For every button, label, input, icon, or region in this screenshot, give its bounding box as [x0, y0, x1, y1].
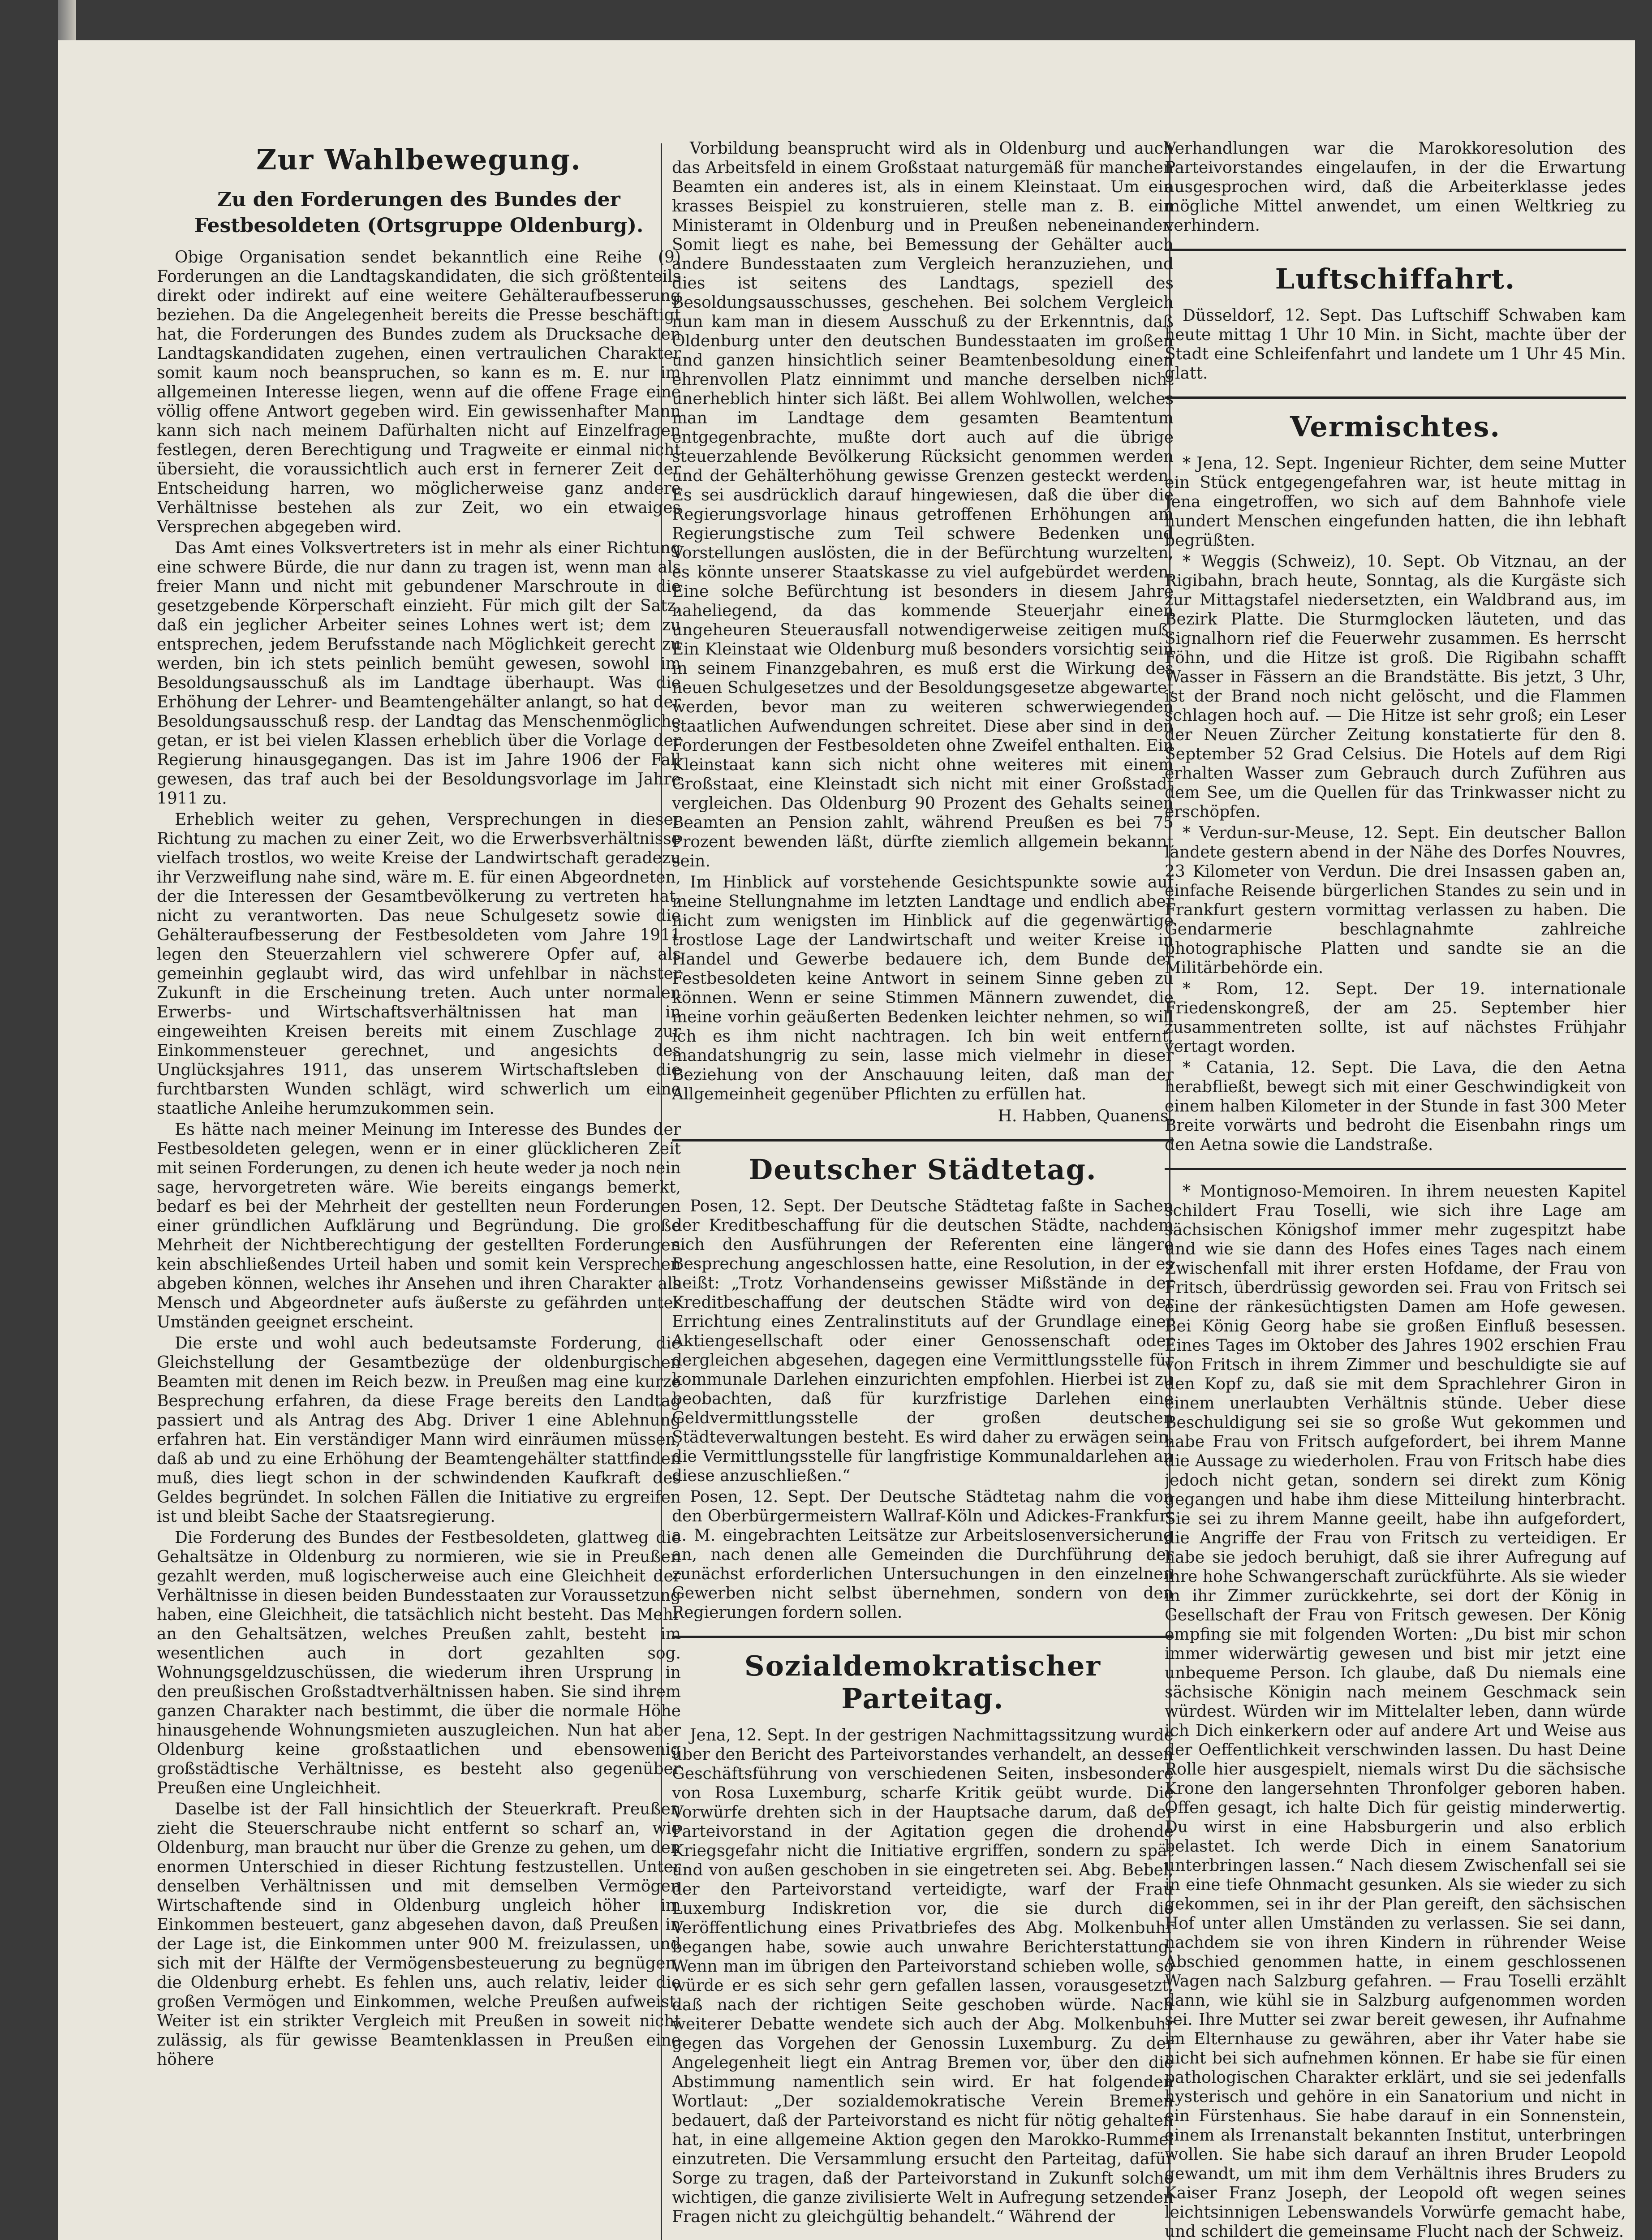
section-divider: [1165, 249, 1626, 251]
article-title: Zu den Forderungen des Bundes der Festbesoldeten (Ortsgruppe Oldenburg).: [194, 188, 644, 237]
section-title-vermischtes: Vermischtes.: [1290, 410, 1501, 443]
signature: H. Habben, Quanens.: [998, 1107, 1174, 1125]
section-divider: [1165, 1168, 1626, 1170]
column-1: [157, 139, 681, 2071]
paragraph: Die erste und wohl auch bedeutsamste Forderung, die Gleichstellung der Gesamtbezüge der oldenburgischen Beamten mit denen im Reich bezw. in Preußen mag eine kurze Besprechung erfahren, da diese Frage bereits den Landtag passiert und als Antrag des Abg. Driver 1 eine Ablehnung erfahren hat. Ein verständiger Mann wird einräumen müssen, daß ab und zu eine Erhöhung der Beamtengehälter stattfinden muß, dies liegt schon in der schwindenden Kaufkraft des Geldes begründet. In solchen Fällen die Initiative zu ergreifen ist und bleibt Sache der Staatsregierung.: [157, 1334, 681, 1526]
paragraph: Erheblich weiter zu gehen, Versprechungen in dieser Richtung zu machen zu einer Zeit, wo die Erwerbsverhältnisse vielfach trostlos, wo weite Kreise der Landwirtschaft geradezu ihr Verzweiflung nahe sind, wäre m. E. für einen Abgeordneten, der die Interessen der Gesamtbevölkerung zu vertreten hat, nicht zu verantworten. Das neue Schulgesetz sowie die Gehälteraufbesserung der Festbesoldeten vom Jahre 1911 legen den Steuerzahlern viel schwerere Opfer auf, als gemeinhin geglaubt wird, das wird unfehlbar in nächster Zukunft in die Erscheinung treten. Auch unter normalen Erwerbs- und Wirtschaftsverhältnissen hat man in eingeweihten Kreisen bereits mit einem Zuschlage zur Einkommensteuer gerechnet, und angesichts des Unglücksjahres 1911, das unserem Wirtschaftsleben die furchtbarsten Wunden schlägt, wird schwerlich um eine staatliche Anleihe herumzukommen sein.: [157, 810, 681, 1118]
news-item: Posen, 12. Sept. Der Deutsche Städtetag faßte in Sachen der Kreditbeschaffung für die deutschen Städte, nachdem sich den Ausführungen der Referenten eine längere Besprechung angeschlossen hatte, eine Resolution, in der es heißt: „Trotz Vorhandenseins gewisser Mißstände in der Kreditbeschaffung der deutschen Städte wird von der Errichtung eines Zentralinstituts auf der Grundlage einer Aktiengesellschaft oder einer Genossenschaft oder dergleichen abgesehen, dagegen eine Vermittlungsstelle für kommunale Darlehen einzurichten empfohlen. Hierbei ist zu beobachten, daß für kurzfristige Darlehen eine Geldvermittlungsstelle der großen deutschen Städteverwaltungen besteht. Es wird daher zu erwägen sein, die Vermittlungsstelle für langfristige Kommunaldarlehen an diese anzuschließen.“: [672, 1197, 1174, 1485]
paragraph: Die Forderung des Bundes der Festbesoldeten, glattweg die Gehaltsätze in Oldenburg zu normieren, wie sie in Preußen gezahlt werden, muß logischerweise auch eine Gleichheit der Verhältnisse in diesen beiden Bundesstaaten zur Voraussetzung haben, eine Gleichheit, die tatsächlich nicht besteht. Das Mehr an den Gehaltsätzen, welches Preußen zahlt, besteht im wesentlichen auch in dort gezahlten sog. Wohnungsgeldzuschüssen, die wiederum ihren Ursprung in den preußischen Großstadtverhältnissen haben. Sie sind ihrem ganzen Charakter nach bestimmt, die über die normale Höhe hinausgehende Wohnungsmieten auszugleichen. Nun hat aber Oldenburg keine großstaatlichen und ebensowenig großstädtische Verhältnisse, es besteht also gegenüber Preußen eine Ungleichheit.: [157, 1529, 681, 1797]
news-item: * Verdun-sur-Meuse, 12. Sept. Ein deutscher Ballon landete gestern abend in der Nähe des Dorfes Nouvres, 23 Kilometer von Verdun. Die drei Insassen gaben an, einfache Reisende bürgerlichen Standes zu sein und in Frankfurt gestern vormittag verlassen zu haben. Die Gendarmerie beschlagnahmte zahlreiche photographische Platten und sandte sie an die Militärbehörde ein.: [1165, 824, 1626, 977]
article-body-continued: [672, 139, 1174, 1104]
section-divider: [1165, 396, 1626, 399]
paragraph: Im Hinblick auf vorstehende Gesichtspunkte sowie auf meine Stellungnahme im letzten Landtage und endlich aber nicht zum wenigsten im Hinblick auf die gegenwärtige trostlose Lage der Landwirtschaft und weiter Kreise in Handel und Gewerbe bedauere ich, dem Bunde der Festbesoldeten keine Antwort in seinem Sinne geben zu können. Wenn er seine Stimmen Männern zuwendet, die meine vorhin geäußerten Bedenken leichter nehmen, so will ich es ihm nicht nachtragen. Ich bin weit entfernt, mandatshungrig zu sein, lasse mich vielmehr in dieser Beziehung von der Anschauung leiten, daß man der Allgemeinheit gegenüber Pflichten zu erfüllen hat.: [672, 873, 1174, 1103]
section-divider: [672, 1139, 1174, 1142]
section-title-luftschiffahrt: Luftschiffahrt.: [1275, 263, 1516, 295]
column-2: [672, 139, 1174, 2228]
section-title-staedtetag: Deutscher Städtetag.: [749, 1153, 1097, 1186]
column-3: [1165, 139, 1626, 2240]
parteitag-body: [672, 1726, 1174, 2227]
staedtetag-body: [672, 1197, 1174, 1622]
news-item: Posen, 12. Sept. Der Deutsche Städtetag nahm die von den Oberbürgermeistern Wallraf-Köln und Adickes-Frankfurt a. M. eingebrachten Leitsätze zur Arbeitslosenversicherung an, nach denen alle Gemeinden die Durchführung der zunächst erforderlichen Untersuchungen in den einzelnen Gewerben nicht selbst übernehmen, sondern von den Regierungen fordern sollen.: [672, 1488, 1174, 1622]
luftschiffahrt-body: Düsseldorf, 12. Sept. Das Luftschiff Schwaben kam heute mittag 1 Uhr 10 Min. in Sicht, machte über der Stadt eine Schleifenfahrt und landete um 1 Uhr 45 Min. glatt.: [1165, 306, 1626, 383]
newspaper-page: [58, 40, 1635, 2240]
section-title-parteitag: Sozialdemokratischer Parteitag.: [744, 1650, 1101, 1715]
paragraph: Vorbildung beansprucht wird als in Oldenburg und auch das Arbeitsfeld in einem Großstaat naturgemäß für manchen Beamten ein anderes ist, als in einem Kleinstaat. Um ein krasses Beispiel zu konstruieren, stelle man z. B. ein Ministeramt in Oldenburg und in Preußen nebeneinander. Somit liegt es nahe, bei Bemessung der Gehälter auch andere Bundesstaaten zum Vergleich heranzuziehen, und dies ist seitens des Landtags, speziell des Besoldungsausschusses, geschehen. Bei solchem Vergleich nun kam man in diesem Ausschuß zu der Erkenntnis, daß Oldenburg unter den deutschen Bundesstaaten im großen und ganzen hinsichtlich seiner Beamtenbesoldung einen ehrenvollen Platz einnimmt und manche derselben nicht unerheblich hinter sich läßt. Bei allem Wohlwollen, welches man im Landtage dem gesamten Beamtentum entgegenbrachte, mußte dort auch auf die übrige steuerzahlende Bevölkerung Rücksicht genommen werden und der Gehälterhöhung gewisse Grenzen gesteckt werden. Es sei ausdrücklich darauf hingewiesen, daß die über die Regierungsvorlage hinaus getroffenen Erhöhungen am Regierungstische zum Teil schwere Bedenken und Vorstellungen auslösten, die in der Befürchtung wurzelten, es könnte unserer Staatskasse zu viel aufgebürdet werden. Eine solche Befürchtung ist besonders in diesem Jahre naheliegend, da das kommende Steuerjahr einen ungeheuren Steuerausfall notwendigerweise zeitigen muß. Ein Kleinstaat wie Oldenburg muß besonders vorsichtig sein in seinem Finanzgebahren, es muß erst die Wirkung des neuen Schulgesetzes und der Besoldungsgesetze abgewartet werden, bevor man zu weiteren schwerwiegenden staatlichen Aufwendungen schreitet. Diese aber sind in den Forderungen der Festbesoldeten ohne Zweifel enthalten. Ein Kleinstaat kann sich nicht ohne weiteres mit einem Großstaat, eine Kleinstadt sich nicht mit einer Großstadt vergleichen. Das Oldenburg 90 Prozent des Gehalts seinen Beamten an Pension zahlt, während Preußen es bei 75 Prozent bewenden läßt, dürfte ziemlich allgemein bekannt sein.: [672, 139, 1174, 870]
news-item: * Weggis (Schweiz), 10. Sept. Ob Vitznau, an der Rigibahn, brach heute, Sonntag, als die Kurgäste sich zur Mittagstafel niedersetzten, ein Waldbrand aus, im Bezirk Platte. Die Sturmglocken läuteten, und das Signalhorn rief die Feuerwehr zusammen. Es herrscht Föhn, und die Hitze ist groß. Die Rigibahn schafft Wasser in Fässern an die Brandstätte. Bis jetzt, 3 Uhr, ist der Brand noch nicht gelöscht, und die Flammen schlagen hoch auf. — Die Hitze ist sehr groß; ein Leser der Neuen Zürcher Zeitung konstatierte für den 8. September 52 Grad Celsius. Die Hotels auf dem Rigi erhalten Wasser zum Gebrauch durch Zuführen aus dem See, um die Quellen für das Trinkwasser nicht zu erschöpfen.: [1165, 552, 1626, 821]
paragraph: Das Amt eines Volksvertreters ist in mehr als einer Richtung eine schwere Bürde, die nur dann zu tragen ist, wenn man als freier Mann und nicht mit gebundener Marschroute in die gesetzgebende Körperschaft einzieht. Für mich gilt der Satz, daß ein jeglicher Arbeiter seines Lohnes wert ist; dem zu entsprechen, jedem Berufsstande nach Möglichkeit gerecht zu werden, bin ich stets peinlich bemüht gewesen, sowohl im Besoldungsausschuß als im Landtage überhaupt. Was die Erhöhung der Lehrer- und Beamtengehälter anlangt, so hat der Besoldungsausschuß resp. der Landtag das Menschenmögliche getan, er ist bei vielen Klassen erheblich über die Vorlage der Regierung hinausgegangen. Das ist im Jahre 1906 der Fall gewesen, das traf auch bei der Besoldungsvorlage im Jahre 1911 zu.: [157, 539, 681, 808]
paragraph: Es hätte nach meiner Meinung im Interesse des Bundes der Festbesoldeten gelegen, wenn er in einer glücklicheren Zeit mit seinen Forderungen, zu denen ich heute weder ja noch nein sage, hervorgetreten wäre. Wie bereits eingangs bemerkt, bedarf es bei der Mehrheit der gestellten neun Forderungen einer gründlichen Aufklärung und Begründung. Die große Mehrheit der Nichtberechtigung der gestellten Forderungen kein abschließendes Urteil haben und somit kein Versprechen abgeben können, welches ihr Ansehen und ihren Charakter als Mensch und Abgeordneter aufs äußerste zu gefährden unter Umständen geeignet erscheint.: [157, 1120, 681, 1331]
news-item: * Catania, 12. Sept. Die Lava, die den Aetna herabfließt, bewegt sich mit einer Geschwindigkeit von einem halben Kilometer in der Stunde in fast 300 Meter Breite vorwärts und bedroht die Eisenbahn rings um den Aetna sowie die Landstraße.: [1165, 1059, 1626, 1154]
news-item: * Jena, 12. Sept. Ingenieur Richter, dem seine Mutter ein Stück entgegengefahren war, ist heute mittag in Jena eingetroffen, wo sich auf dem Bahnhofe viele hundert Menschen eingefunden hatten, die ihn lebhaft begrüßten.: [1165, 454, 1626, 550]
paragraph: Obige Organisation sendet bekanntlich eine Reihe (9) Forderungen an die Landtagskandidaten, die sich größtenteils direkt oder indirekt auf eine weitere Gehälteraufbesserung beziehen. Da die Angelegenheit bereits die Presse beschäftigt hat, die Forderungen des Bundes zudem als Drucksache den Landtagskandidaten zugehen, einen vertraulichen Charakter somit kaum noch beanspruchen, so kann es m. E. nur im allgemeinen Interesse liegen, wenn auf die offene Frage eine völlig offene Antwort gegeben wird. Ein gewissenhafter Mann kann sich nach meinem Dafürhalten nicht auf Einzelfragen festlegen, deren Berechtigung und Tragweite er einmal nicht übersieht, die voraussichtlich auch erst in fernerer Zeit der Entscheidung harren, wo möglicherweise ganz andere Verhältnisse bestehen als zur Zeit, wo ein etwaiges Versprechen abgegeben wird.: [157, 248, 681, 536]
article-body: [157, 248, 681, 2069]
news-item: * Rom, 12. Sept. Der 19. internationale Friedenskongreß, der am 25. September hier zusammentreten sollte, ist auf nächstes Frühjahr vertagt worden.: [1165, 980, 1626, 1056]
paragraph: Daselbe ist der Fall hinsichtlich der Steuerkraft. Preußen zieht die Steuerschraube nicht entfernt so scharf an, wie Oldenburg, man braucht nur über die Grenze zu gehen, um den enormen Unterschied in dieser Richtung festzustellen. Unter denselben Verhältnissen und mit demselben Vermögen Wirtschaftende sind in Oldenburg ungleich höher im Einkommen besteuert, ganz abgesehen davon, daß Preußen in der Lage ist, die Einkommen unter 900 M. freizulassen, und sich mit der Hälfte der Vermögensbesteuerung zu begnügen, die Oldenburg erhebt. Es fehlen uns, auch relativ, leider die großen Vermögen und Einkommen, welche Preußen aufweist. Weiter ist ein strikter Vergleich mit Preußen in soweit nicht zulässig, als für gewisse Beamtenklassen in Preußen eine höhere: [157, 1800, 681, 2069]
news-item: Jena, 12. Sept. In der gestrigen Nachmittagssitzung wurde über den Bericht des Parteivorstandes verhandelt, an dessen Geschäftsführung von verschiedenen Seiten, insbesondere von Rosa Luxemburg, scharfe Kritik geübt wurde. Die Vorwürfe drehten sich in der Hauptsache darum, daß der Parteivorstand in der Agitation gegen die drohende Kriegsgefahr nicht die Initiative ergriffen, sondern zu spät und von außen geschoben in sie eingetreten sei. Abg. Bebel, der den Parteivorstand verteidigte, warf der Frau Luxemburg Indiskretion vor, die sie durch die Veröffentlichung eines Privatbriefes des Abg. Molkenbuhr begangen habe, sowie auch unwahre Berichterstattung. Wenn man im übrigen den Parteivorstand schieben wolle, so würde er es sich sehr gern gefallen lassen, vorausgesetzt, daß nach der richtigen Seite geschoben würde. Nach weiterer Debatte wendete sich auch der Abg. Molkenbuhr gegen das Vorgehen der Genossin Luxemburg. Zu der Angelegenheit liegt ein Antrag Bremen vor, über den die Abstimmung namentlich sein wird. Er hat folgenden Wortlaut: „Der sozialdemokratische Verein Bremen bedauert, daß der Parteivorstand es nicht für nötig gehalten hat, in eine allgemeine Aktion gegen den Marokko-Rummel einzutreten. Die Versammlung ersucht den Parteitag, dafür Sorge zu tragen, daß der Parteivorstand in Zukunft solche wichtigen, die ganze zivilisierte Welt in Aufregung setzenden Fragen nicht zu gleichgültig behandelt.“ Während der: [672, 1726, 1174, 2226]
section-title: Zur Wahlbewegung.: [256, 143, 581, 176]
paragraph: * Montignoso-Memoiren. In ihrem neuesten Kapitel schildert Frau Toselli, wie sich ihre Lage am sächsischen Königshof immer mehr zugespitzt habe und wie sie dann des Hofes eines Tages nach einem Zwischenfall mit ihrer ersten Hofdame, der Frau von Fritsch, überdrüssig geworden sei. Frau von Fritsch sei eine der ränkesüchtigsten Damen am Hofe gewesen. Bei König Georg habe sie großen Einfluß besessen. Eines Tages im Oktober des Jahres 1902 erschien Frau von Fritsch in ihrem Zimmer und beschuldigte sie auf den Kopf zu, daß sie mit dem Sprachlehrer Giron in einem unerlaubten Verhältnis stünde. Ueber diese Beschuldigung sei sie so große Wut gekommen und habe Frau von Fritsch aufgefordert, bei ihrem Manne die Aussage zu wiederholen. Frau von Fritsch habe dies jedoch nicht getan, sondern sei direkt zum König gegangen und habe ihm diese Mitteilung hinterbracht. Sie sei zu ihrem Manne geeilt, habe ihn aufgefordert, die Angriffe der Frau von Fritsch zu verteidigen. Er habe sie jedoch beruhigt, daß sie ihrer Aufregung auf ihre hohe Schwangerschaft zurückführte. Als sie wieder in ihr Zimmer zurückkehrte, sei dort der König in Gesellschaft der Frau von Fritsch gewesen. Der König empfing sie mit folgenden Worten: „Du bist mir schon immer widerwärtig gewesen und bist mir jetzt eine unbequeme Person. Ich glaube, daß Du niemals eine sächsische Königin nach meinem Geschmack sein würdest. Würden wir im Mittelalter leben, dann würde ich Dich einkerkern oder auf andere Art und Weise aus der Oeffentlichkeit verschwinden lassen. Du hast Deine Rolle hier ausgespielt, niemals wirst Du die sächsische Krone den langersehnten Thronfolger geboren haben. Offen gesagt, ich halte Dich für geistig minderwertig. Du wirst in eine Habsburgerin und also erblich belastet. Ich werde Dich in einem Sanatorium unterbringen lassen.“ Nach diesem Zwischenfall sei sie in eine tiefe Ohnmacht gesunken. Als sie wieder zu sich gekommen, sei in ihr der Plan gereift, den sächsischen Hof unter allen Umständen zu verlassen. Sie sei dann, nachdem sie von ihren Kindern in rührender Weise Abschied genommen hatte, in einem geschlossenen Wagen nach Salzburg gefahren. — Frau Toselli erzählt dann, wie kühl sie in Salzburg aufgenommen worden sei. Ihre Mutter sei zwar bereit gewesen, ihr Aufnahme im Elternhause zu gewähren, aber ihr Vater habe sie nicht bei sich aufnehmen können. Er habe sie für einen pathologischen Charakter erklärt, und sie sei jedenfalls hysterisch und gehöre in ein Sanatorium und nicht in ein Fürstenhaus. Sie habe darauf in ein Sonnenstein, einem als Irrenanstalt bekannten Institut, unterbringen wollen. Sie habe sich darauf an ihren Bruder Leopold gewandt, um mit ihm dem Verhältnis ihres Bruders zu Kaiser Franz Joseph, der Leopold oft wegen seines leichtsinnigen Lebenswandels Vorwürfe gemacht habe, und schildert die gemeinsame Flucht nach der Schweiz.: [1165, 1182, 1626, 2240]
montignoso-body: [1165, 1182, 1626, 2240]
section-divider: [672, 1636, 1174, 1638]
parteitag-continuation: Verhandlungen war die Marokkoresolution des Parteivorstandes eingelaufen, in der die Erwartung ausgesprochen wird, daß die Arbeiterklasse jedes mögliche Mittel anwendet, um einen Weltkrieg zu verhindern.: [1165, 139, 1626, 235]
vermischtes-body: [1165, 454, 1626, 1154]
